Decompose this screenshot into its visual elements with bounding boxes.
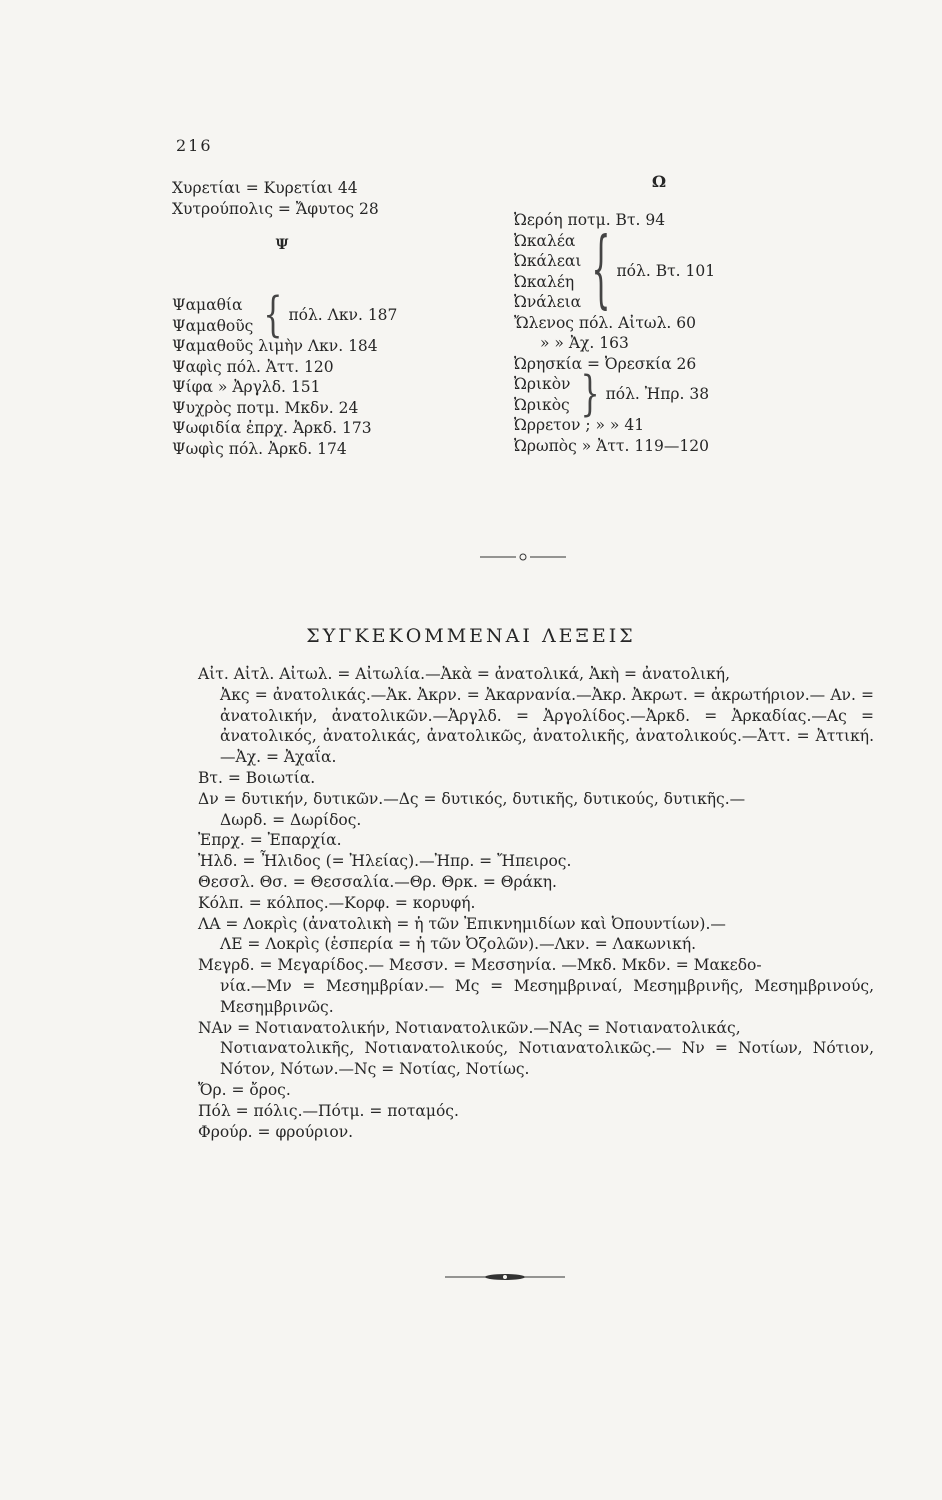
index-entry: Ψίφα » Ἀργλδ. 151 (172, 378, 321, 396)
index-entry: Χυτρούπολις = Ἄφυτος 28 (172, 199, 379, 218)
abbreviation-entry: Ὄρ. = ὄρος. (198, 1080, 291, 1099)
index-entry: Ψαφὶς πόλ. Ἀττ. 120 (172, 357, 334, 376)
index-entry: Ὠρρετον ; » » 41 (514, 416, 645, 434)
index-name: Ὠκαλέη (514, 272, 575, 291)
abbreviation-entry: Ἠλδ. = Ἦλιδος (= Ἠλείας).—Ἠπρ. = Ἤπειρος. (198, 852, 572, 871)
brace-icon: { (263, 286, 283, 343)
letter-heading-psi: Ψ (275, 237, 289, 253)
abbreviation-entry: Θεσσλ. Θσ. = Θεσσαλία.—Θρ. Θρκ. = Θράκη. (198, 872, 557, 891)
left-index-column (172, 178, 502, 459)
index-entry: » » Ἀχ. 163 (540, 334, 629, 352)
index-entry: Ψυχρὸς ποτμ. Μκδν. 24 (172, 398, 359, 417)
index-entry: Ὠρησκία = Ὀρεσκία 26 (514, 354, 697, 373)
index-name: Ὠνάλεια (514, 293, 582, 311)
index-name: Ὠρικὸς (514, 395, 570, 414)
index-entry: Ὠρωπὸς » Ἀττ. 119—120 (514, 436, 710, 455)
end-ornament-icon (445, 1272, 565, 1282)
index-name: Ψαμαθοῦς (172, 316, 254, 335)
index-reference: πόλ. Ἠπρ. 38 (605, 385, 710, 404)
abbreviation-entry: ΛΑ = Λοκρὶς (ἀνατολικὴ = ἡ τῶν Ἐπικνημιδίων καὶ Ὀπουντίων).— (198, 914, 726, 933)
abbreviation-entry: ΝΑν = Νοτιανατολικήν, Νοτιανατολικῶν.—ΝΑς = Νοτιανατολικάς, (198, 1018, 741, 1037)
abbreviation-entry: Κόλπ. = κόλπος.—Κορφ. = κορυφή. (198, 893, 476, 912)
index-entry: Ὤλενος πόλ. Αἰτωλ. 60 (514, 313, 696, 332)
abbreviation-entry-continued: Νοτιανατολικῆς, Νοτιανατολικούς, Νοτιανατολικῶς.— Νν = Νοτίων, Νότιον, Νότον, Νότων.—Νς = Νοτίας, Νοτίως. (220, 1039, 874, 1079)
brace-icon: { (591, 221, 611, 320)
index-entry: Ψωφιδία ἐπρχ. Ἀρκδ. 173 (172, 419, 372, 437)
index-reference: πόλ. Βτ. 101 (616, 262, 716, 281)
abbreviation-entry: Πόλ = πόλις.—Πότμ. = ποταμός. (198, 1101, 459, 1120)
index-entry: Χυρετίαι = Κυρετίαι 44 (172, 179, 358, 197)
abbreviation-entry-continued: Ἀκς = ἀνατολικάς.—Ἀκ. Ἀκρν. = Ἀκαρνανία.—Ἀκρ. Ἀκρωτ. = ἀκρωτήριον.— Αν. = ἀνατολικήν, ἀνατολικῶν.—Ἀργλδ. = Ἀργολίδος.—Ἀρκδ. = Ἀρκαδίας.—Ας = ἀνατολικός, ἀνατολικάς, ἀνατολικῶς, ἀνατολικῆς, ἀνατολικούς.—Ἀττ. = Ἀττική.—Ἀχ. = Ἀχαΐα. (220, 685, 874, 767)
abbreviation-entry: Μεγρδ. = Μεγαρίδος.— Μεσσν. = Μεσσηνία. —Μκδ. Μκδν. = Μακεδο- (198, 956, 762, 975)
index-name: Ὠρικὸν (514, 375, 571, 393)
index-name: Ὠκάλεαι (514, 252, 582, 270)
right-index-column (514, 170, 804, 456)
abbreviation-entry: Ἐπρχ. = Ἐπαρχία. (198, 831, 342, 850)
index-entry: Ψωφὶς πόλ. Ἀρκδ. 174 (172, 439, 347, 458)
abbreviation-entry: Αἰτ. Αἰτλ. Αἰτωλ. = Αἰτωλία.—Ἀκὰ = ἀνατολικά, Ἀκὴ = ἀνατολική, (198, 665, 731, 683)
index-entry: Ψαμαθοῦς λιμὴν Λκν. 184 (172, 337, 378, 355)
letter-heading-omega: Ω (651, 172, 667, 191)
index-name: Ψαμαθία (172, 296, 243, 314)
abbreviation-entry-continued: νία.—Μν = Μεσημβρίαν.— Μς = Μεσημβριναί, Μεσημβρινῆς, Μεσημβρινούς, Μεσημβρινῶς. (220, 976, 874, 1016)
abbreviation-entry: Φρούρ. = φρούριον. (198, 1122, 354, 1141)
index-reference: πόλ. Λκν. 187 (288, 306, 398, 325)
abbreviation-entry: Δν = δυτικήν, δυτικῶν.—Δς = δυτικός, δυτικῆς, δυτικούς, δυτικῆς.— (198, 789, 746, 808)
abbreviations-list (198, 664, 874, 1142)
index-entry-group (514, 221, 804, 320)
abbreviation-entry-continued: ΛΕ = Λοκρὶς (ἑσπερία = ἡ τῶν Ὀζολῶν).—Λκν. = Λακωνική. (220, 935, 697, 954)
page-number: 216 (176, 136, 213, 155)
index-entry-group (514, 365, 804, 422)
index-name: Ὠκαλέα (514, 231, 576, 250)
brace-icon: } (580, 365, 600, 422)
index-entry-group (172, 286, 502, 343)
section-title: ΣΥΓΚΕΚΟΜΜΕΝΑΙ ΛΕΞΕΙΣ (306, 625, 636, 647)
abbreviation-entry-continued: Δωρδ. = Δωρίδος. (220, 810, 362, 829)
ornament-divider-icon (480, 552, 566, 562)
index-entry: Ὠερόη ποτμ. Βτ. 94 (514, 211, 666, 229)
abbreviation-entry: Βτ. = Βοιωτία. (198, 768, 316, 787)
